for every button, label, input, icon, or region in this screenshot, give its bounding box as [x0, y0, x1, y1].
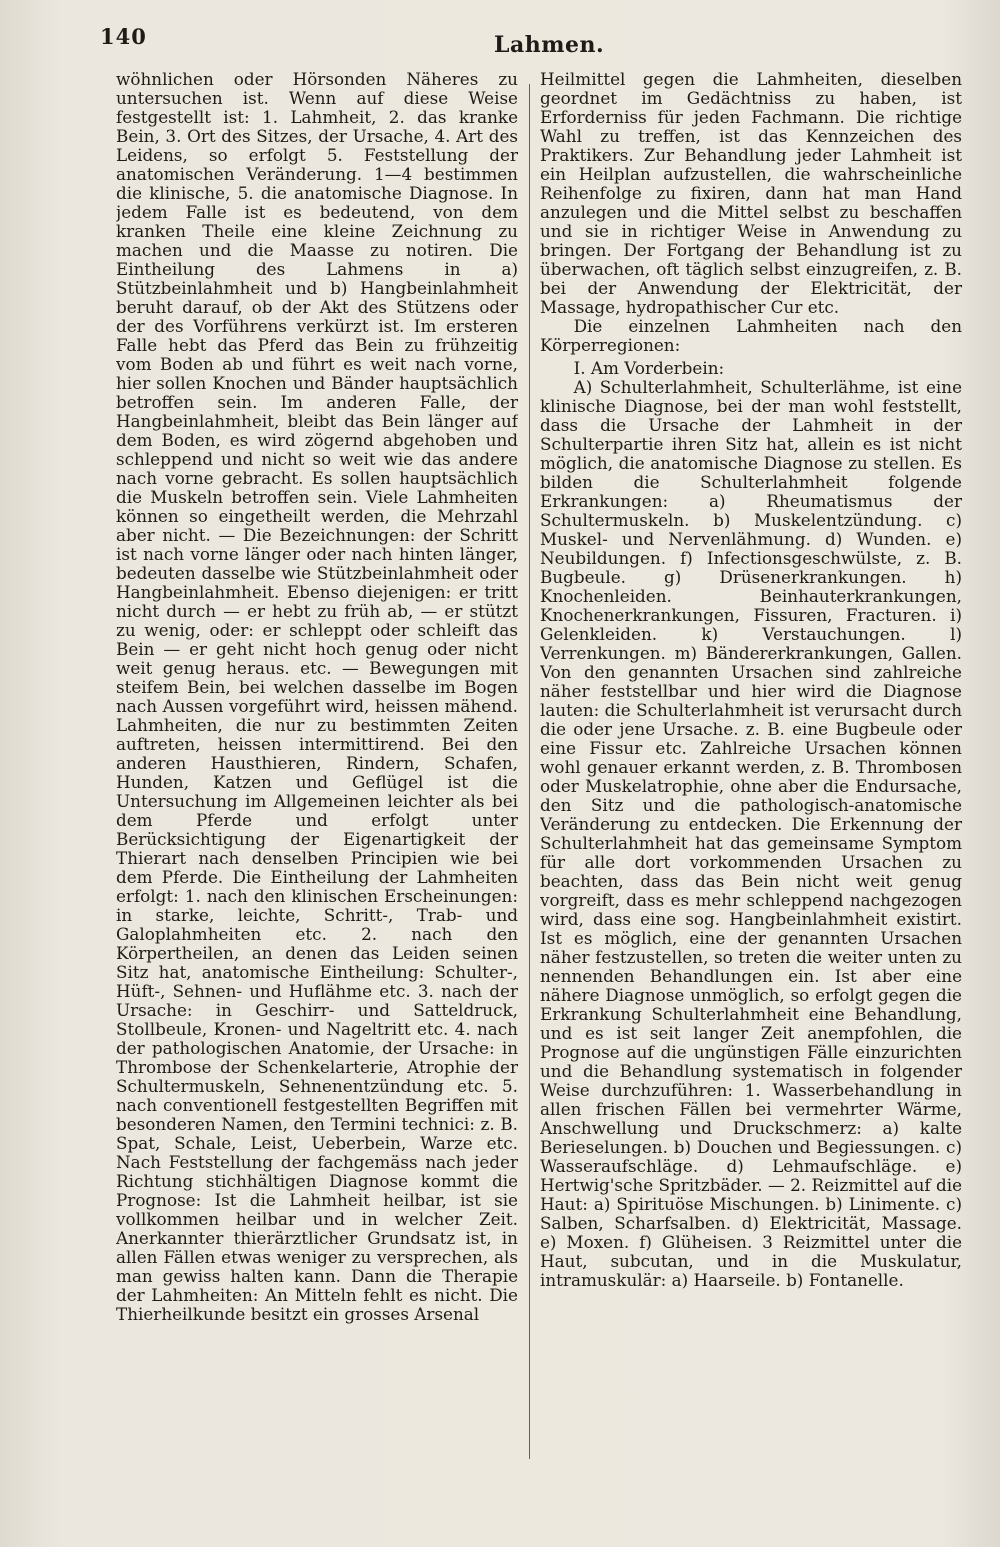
- right-paragraph-1: Heilmittel gegen die Lahmheiten, dieselben geordnet im Gedächtniss zu haben, ist Erforderniss für jeden Fachmann. Die richtige Wahl zu treffen, ist das Kennzeichen des Praktikers. Zur Behandlung jeder Lahmheit ist ein Heilplan aufzustellen, die wahrscheinliche Reihenfolge zu fixiren, dann hat man Hand anzulegen und die Mittel selbst zu beschaffen und sie in richtiger Weise in Anwendung zu bringen. Der Fortgang der Behandlung ist zu überwachen, oft täglich selbst einzugreifen, z. B. bei der Anwendung der Elektricität, der Massage, hydropathischer Cur etc.: [540, 70, 962, 317]
- running-title: Lahmen.: [494, 32, 605, 58]
- left-column: [116, 70, 518, 1490]
- right-paragraph-2: Die einzelnen Lahmheiten nach den Körperregionen:: [540, 316, 962, 355]
- left-paragraph-1: wöhnlichen oder Hörsonden Näheres zu untersuchen ist. Wenn auf diese Weise festgestellt ist: 1. Lahmheit, 2. das kranke Bein, 3. Ort des Sitzes, der Ursache, 4. Art des Leidens, so erfolgt 5. Feststellung der anatomischen Veränderung. 1—4 bestimmen die klinische, 5. die anatomische Diagnose. In jedem Falle ist es bedeutend, von dem kranken Theile eine kleine Zeichnung zu machen und die Maasse zu notiren. Die Eintheilung des Lahmens in a) Stützbeinlahmheit und b) Hangbeinlahmheit beruht darauf, ob der Akt des Stützens oder der des Vorführens verkürzt ist. Im ersteren Falle hebt das Pferd das Bein zu frühzeitig vom Boden ab und führt es weit nach vorne, hier sollen Knochen und Bänder hauptsächlich betroffen sein. Im anderen Falle, der Hangbeinlahmheit, bleibt das Bein länger auf dem Boden, es wird zögernd abgehoben und schleppend und nicht so weit wie das andere nach vorne gebracht. Es sollen hauptsächlich die Muskeln betroffen sein. Viele Lahmheiten können so eingetheilt werden, die Mehrzahl aber nicht. — Die Bezeichnungen: der Schritt ist nach vorne länger oder nach hinten länger, bedeuten dasselbe wie Stützbeinlahmheit oder Hangbeinlahmheit. Ebenso diejenigen: er tritt nicht durch — er hebt zu früh ab, — er stützt zu wenig, oder: er schleppt oder schleift das Bein — er geht nicht hoch genug oder nicht weit genug heraus. etc. — Bewegungen mit steifem Bein, bei welchen dasselbe im Bogen nach Aussen vorgeführt wird, heissen mähend. Lahmheiten, die nur zu bestimmten Zeiten auftreten, heissen intermittirend. Bei den anderen Hausthieren, Rindern, Schafen, Hunden, Katzen und Geflügel ist die Untersuchung im Allgemeinen leichter als bei dem Pferde und erfolgt unter Berücksichtigung der Eigenartigkeit der Thierart nach denselben Principien wie bei dem Pferde. Die Eintheilung der Lahmheiten erfolgt: 1. nach den klinischen Erscheinungen: in starke, leichte, Schritt-, Trab- und Galoplahmheiten etc. 2. nach den Körpertheilen, an denen das Leiden seinen Sitz hat, anatomische Eintheilung: Schulter-, Hüft-, Sehnen- und Huflähme etc. 3. nach der Ursache: in Geschirr- und Satteldruck, Stollbeule, Kronen- und Nageltritt etc. 4. nach der pathologischen Anatomie, der Ursache: in Thrombose der Schenkelarterie, Atrophie der Schultermuskeln, Sehnenentzündung etc. 5. nach conventionell festgestellten Begriffen mit besonderen Namen, den Termini technici: z. B. Spat, Schale, Leist, Ueberbein, Warze etc. Nach Feststellung der fachgemäss nach jeder Richtung stichhältigen Diagnose kommt die Prognose: Ist die Lahmheit heilbar, ist sie vollkommen heilbar und in welcher Zeit. Anerkannter thierärztlicher Grundsatz ist, in allen Fällen etwas weniger zu versprechen, als man gewiss halten kann. Dann die Therapie der Lahmheiten: An Mitteln fehlt es nicht. Die Thierheilkunde besitzt ein grosses Arsenal: [116, 70, 518, 1324]
- right-paragraph-3: A) Schulterlahmheit, Schulterlähme, ist eine klinische Diagnose, bei der man wohl feststellt, dass die Ursache der Lahmheit in der Schulterpartie ihren Sitz hat, allein es ist nicht möglich, die anatomische Diagnose zu stellen. Es bilden die Schulterlahmheit folgende Erkrankungen: a) Rheumatismus der Schultermuskeln. b) Muskelentzündung. c) Muskel- und Nervenlähmung. d) Wunden. e) Neubildungen. f) Infectionsgeschwülste, z. B. Bugbeule. g) Drüsenerkrankungen. h) Knochenleiden. Beinhauterkrankungen, Knochenerkrankungen, Fissuren, Fracturen. i) Gelenkleiden. k) Verstauchungen. l) Verrenkungen. m) Bändererkrankungen, Gallen. Von den genannten Ursachen sind zahlreiche näher feststellbar und hier wird die Diagnose lauten: die Schulterlahmheit ist verursacht durch die oder jene Ursache. z. B. eine Bugbeule oder eine Fissur etc. Zahlreiche Ursachen können wohl genauer erkannt werden, z. B. Thrombosen oder Muskelatrophie, ohne aber die Endursache, den Sitz und die pathologisch-anatomische Veränderung zu entdecken. Die Erkennung der Schulterlahmheit hat das gemeinsame Symptom für alle dort vorkommenden Ursachen zu beachten, dass das Bein nicht weit genug vorgreift, dass es mehr schleppend nachgezogen wird, dass eine sog. Hangbeinlahmheit existirt. Ist es möglich, eine der genannten Ursachen näher festzustellen, so treten die weiter unten zu nennenden Behandlungen ein. Ist aber eine nähere Diagnose unmöglich, so erfolgt gegen die Erkrankung Schulterlahmheit eine Behandlung, und es ist seit langer Zeit anempfohlen, die Prognose auf die ungünstigen Fälle einzurichten und die Behandlung systematisch in folgender Weise durchzuführen: 1. Wasserbehandlung in allen frischen Fällen bei vermehrter Wärme, Anschwellung und Druckschmerz: a) kalte Berieselungen. b) Douchen und Begiessungen. c) Wasseraufschläge. d) Lehmaufschläge. e) Hertwig'sche Spritzbäder. — 2. Reizmittel auf die Haut: a) Spirituöse Mischungen. b) Linimente. c) Salben, Scharfsalben. d) Elektricität, Massage. e) Moxen. f) Glüheisen. 3 Reizmittel unter die Haut, subcutan, und in die Muskulatur, intramuskulär: a) Haarseile. b) Fontanelle.: [540, 377, 962, 1290]
- section-heading-vorderbein: I. Am Vorderbein:: [573, 358, 725, 378]
- page-number: 140: [100, 24, 147, 49]
- column-divider: [529, 84, 530, 1459]
- right-column: [540, 70, 962, 1490]
- page-header: [100, 24, 960, 64]
